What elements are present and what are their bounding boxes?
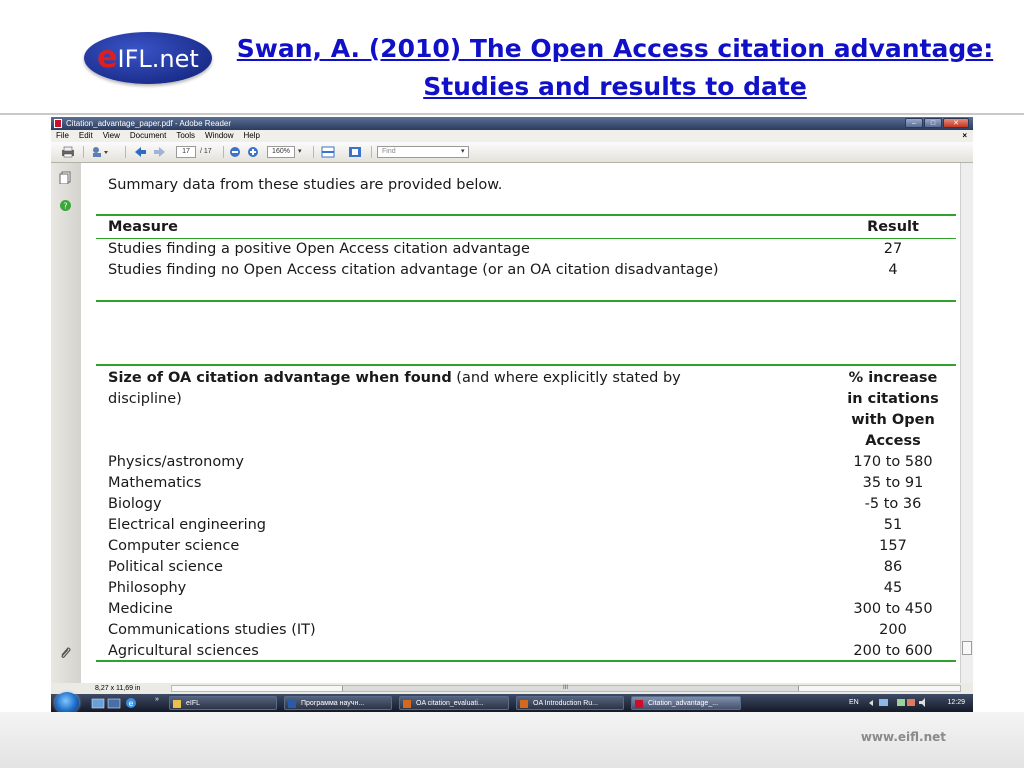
table2-row-discipline: Medicine bbox=[108, 601, 173, 617]
help-icon[interactable] bbox=[59, 199, 72, 212]
clock[interactable]: 12:29 bbox=[947, 699, 965, 706]
table2-row-value: 170 to 580 bbox=[853, 454, 933, 470]
powerpoint-icon bbox=[403, 700, 411, 708]
taskbar-item-label: eIFL bbox=[186, 700, 201, 707]
table2-bottom-rule bbox=[96, 660, 956, 662]
zoom-in-icon[interactable] bbox=[247, 146, 261, 158]
table2-header-line2: discipline) bbox=[108, 391, 182, 407]
pages-panel-icon[interactable] bbox=[59, 171, 72, 184]
table1-row-result: 4 bbox=[888, 262, 898, 278]
attachments-icon[interactable] bbox=[59, 645, 72, 658]
logo-rest: IFL.net bbox=[117, 45, 199, 73]
pdf-icon bbox=[635, 700, 643, 708]
table2-row-value: 200 to 600 bbox=[853, 643, 933, 659]
table2-col-header-1: % increase bbox=[848, 370, 938, 386]
table2-header-rest: (and where explicitly stated by bbox=[451, 370, 681, 386]
menu-file[interactable]: File bbox=[56, 131, 69, 140]
toolbar bbox=[51, 142, 973, 163]
window-controls bbox=[904, 118, 969, 129]
horizontal-scrollbar[interactable] bbox=[171, 685, 961, 692]
menu-view[interactable]: View bbox=[102, 131, 120, 140]
logo-e: e bbox=[97, 40, 118, 75]
page-size-label: 8,27 x 11,69 in bbox=[95, 685, 141, 692]
quick-launch-icons[interactable] bbox=[91, 697, 151, 711]
window-title: Citation_advantage_paper.pdf - Adobe Reader bbox=[66, 119, 232, 128]
table2-row-value: 86 bbox=[883, 559, 903, 575]
table1-row-measure: Studies finding a positive Open Access citation advantage bbox=[108, 241, 530, 257]
close-button[interactable]: ✕ bbox=[943, 118, 969, 128]
slide-title-line1[interactable]: Swan, A. (2010) The Open Access citation advantage: bbox=[236, 34, 994, 63]
previous-page-icon[interactable] bbox=[133, 146, 147, 158]
table2-row-discipline: Political science bbox=[108, 559, 223, 575]
start-button[interactable] bbox=[55, 692, 79, 712]
find-dropdown-icon[interactable]: ▾ bbox=[461, 148, 465, 155]
taskbar-item[interactable] bbox=[399, 696, 509, 710]
adobe-reader-screenshot bbox=[51, 117, 973, 712]
word-icon bbox=[288, 700, 296, 708]
zoom-out-icon[interactable] bbox=[229, 146, 243, 158]
svg-text:?: ? bbox=[63, 201, 68, 211]
table1-header-rule bbox=[96, 238, 956, 239]
table2-row-discipline: Mathematics bbox=[108, 475, 202, 491]
print-icon[interactable] bbox=[61, 146, 75, 158]
table2-row-discipline: Biology bbox=[108, 496, 162, 512]
table2-col-header-3: with Open bbox=[851, 412, 935, 428]
document-view[interactable] bbox=[81, 163, 960, 693]
table1-row-result: 27 bbox=[883, 241, 903, 257]
fit-page-icon[interactable] bbox=[348, 146, 362, 158]
slide-header bbox=[0, 0, 1024, 112]
svg-text:e: e bbox=[128, 699, 134, 708]
table2-col-header-4: Access bbox=[865, 433, 921, 449]
table2-row-discipline: Electrical engineering bbox=[108, 517, 267, 533]
system-tray bbox=[843, 694, 973, 712]
footer-url: www.eifl.net bbox=[860, 730, 946, 744]
table2-header-line1 bbox=[108, 370, 681, 386]
find-input[interactable]: Find bbox=[377, 146, 469, 158]
zoom-dropdown-icon[interactable]: ▾ bbox=[298, 148, 302, 155]
table2-top-rule bbox=[96, 364, 956, 366]
header-divider bbox=[0, 113, 1024, 115]
table2-row-discipline: Agricultural sciences bbox=[108, 643, 259, 659]
table2-row-discipline: Communications studies (IT) bbox=[108, 622, 316, 638]
table1-bottom-rule bbox=[96, 300, 956, 302]
table1-top-rule bbox=[96, 214, 956, 216]
table2-row-value: 45 bbox=[883, 580, 903, 596]
table2-col-header-2: in citations bbox=[847, 391, 939, 407]
powerpoint-icon bbox=[520, 700, 528, 708]
taskbar-item-label: OA citation_evaluati... bbox=[416, 700, 484, 707]
table2-row-value: 157 bbox=[879, 538, 907, 554]
taskbar-item-label: Программа научн... bbox=[301, 700, 365, 707]
slide-title-line2[interactable]: Studies and results to date bbox=[423, 72, 807, 101]
table2-row-discipline: Computer science bbox=[108, 538, 240, 554]
menu-document[interactable]: Document bbox=[129, 131, 167, 140]
scroll-grip: III bbox=[563, 685, 569, 691]
tray-icons[interactable] bbox=[867, 694, 929, 712]
folder-icon bbox=[173, 700, 181, 708]
slide-title[interactable] bbox=[230, 30, 1000, 106]
eifl-logo-text bbox=[84, 32, 212, 84]
zoom-level-select[interactable]: 160% bbox=[267, 146, 295, 158]
eifl-logo bbox=[84, 32, 212, 84]
menu-help[interactable]: Help bbox=[243, 131, 260, 140]
taskbar-item-label: Citation_advantage_... bbox=[648, 700, 719, 707]
maximize-button[interactable]: □ bbox=[924, 118, 942, 128]
taskbar-item[interactable] bbox=[516, 696, 624, 710]
menubar bbox=[51, 130, 973, 142]
intro-text: Summary data from these studies are provided below. bbox=[108, 177, 503, 193]
table2-row-value: 51 bbox=[883, 517, 903, 533]
quick-launch-more[interactable]: » bbox=[155, 696, 159, 703]
menu-window[interactable]: Window bbox=[205, 131, 234, 140]
pdf-app-icon bbox=[54, 119, 62, 128]
fit-width-icon[interactable] bbox=[321, 146, 335, 158]
horizontal-scroll-thumb[interactable] bbox=[342, 686, 799, 691]
table2-header-bold: Size of OA citation advantage when found bbox=[108, 370, 452, 386]
table2-row-value: -5 to 36 bbox=[864, 496, 922, 512]
page-total: / 17 bbox=[200, 148, 212, 155]
vertical-scroll-thumb[interactable] bbox=[962, 641, 972, 655]
table2-row-value: 35 to 91 bbox=[862, 475, 924, 491]
menu-edit[interactable]: Edit bbox=[78, 131, 93, 140]
taskbar-item-label: OA Introduction Ru... bbox=[533, 700, 598, 707]
status-bar bbox=[51, 683, 973, 694]
taskbar-item[interactable] bbox=[284, 696, 392, 710]
next-page-icon[interactable] bbox=[153, 146, 167, 158]
page-number-input[interactable]: 17 bbox=[176, 146, 196, 158]
table2-row-value: 300 to 450 bbox=[853, 601, 933, 617]
vertical-scrollbar[interactable] bbox=[960, 163, 973, 693]
menu-tools[interactable]: Tools bbox=[176, 131, 196, 140]
windows-taskbar bbox=[51, 694, 973, 712]
taskbar-item[interactable] bbox=[169, 696, 277, 710]
pdf-page bbox=[81, 163, 960, 693]
table1-header-result: Result bbox=[867, 219, 919, 235]
navigation-pane bbox=[51, 163, 81, 693]
table2-row-discipline: Physics/astronomy bbox=[108, 454, 244, 470]
minimize-button[interactable]: – bbox=[905, 118, 923, 128]
table2-row-discipline: Philosophy bbox=[108, 580, 187, 596]
table1-header-measure: Measure bbox=[108, 219, 178, 235]
collaborate-icon[interactable] bbox=[91, 146, 105, 158]
table2-row-value: 200 bbox=[879, 622, 907, 638]
language-indicator[interactable]: EN bbox=[849, 699, 859, 706]
table1-row-measure: Studies finding no Open Access citation advantage (or an OA citation disadvantage) bbox=[108, 262, 719, 278]
window-titlebar bbox=[51, 117, 973, 130]
taskbar-item-active[interactable] bbox=[631, 696, 741, 710]
document-close-button[interactable]: × bbox=[962, 131, 967, 140]
